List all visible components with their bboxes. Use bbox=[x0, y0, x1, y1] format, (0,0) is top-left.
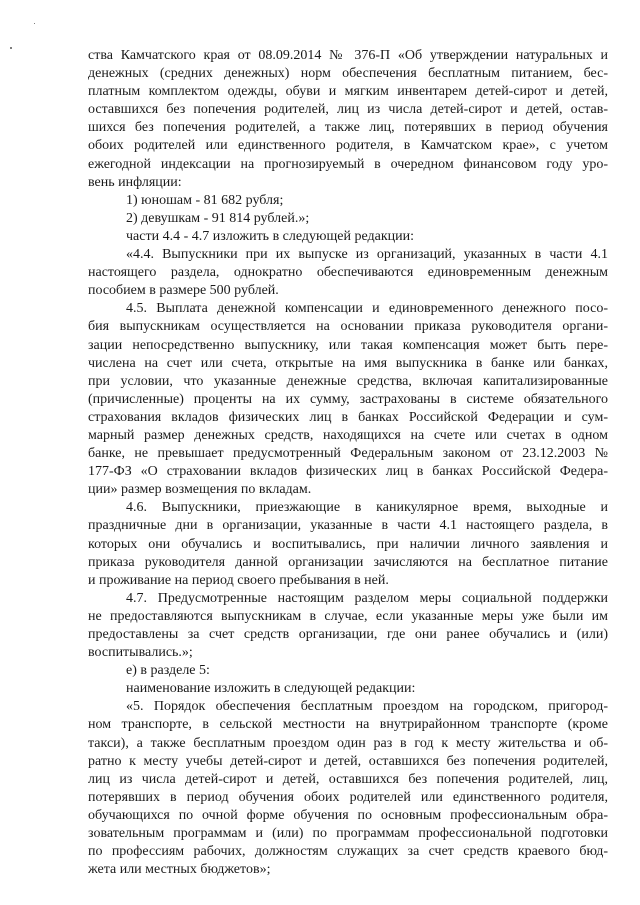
text-line: 177-ФЗ «О страховании вкладов физических лиц в банках Российской Федера- bbox=[88, 464, 608, 480]
paragraph-start: 4.7. Предусмотренные настоящим разделом меры социальной поддержки bbox=[126, 590, 608, 606]
text-line: вень инфляции: bbox=[88, 174, 182, 190]
text-line: не предоставляются выпускникам в случае, если указанные меры уже были им bbox=[88, 608, 608, 624]
text-line: банке, не превышает предусмотренный Федеральным законом от 23.12.2003 № bbox=[88, 446, 608, 462]
list-item: 2) девушкам - 91 814 рублей.»; bbox=[126, 210, 310, 226]
text-line: предоставлены за счет средств организации, где они ранее обучались и (или) bbox=[88, 627, 608, 642]
paragraph-start: 4.5. Выплата денежной компенсации и единовременного денежного посо- bbox=[126, 301, 608, 317]
text-line: такси), а также бесплатным проездом один раз в год к месту жительства и об- bbox=[88, 735, 608, 751]
text-line: платным комплектом одежды, обуви и мягким инвентарем детей-сирот и детей, bbox=[88, 84, 608, 100]
text-line: шихся без попечения родителей, а также лиц, потерявших в период обучения bbox=[88, 120, 608, 136]
text-line: потерявших в период обучения обоих родителей или единственного родителя, bbox=[88, 789, 608, 805]
paragraph-start: «5. Порядок обеспечения бесплатным проездом на городском, пригород- bbox=[126, 699, 608, 715]
text-line: приказа руководителя данной организации зачисляются на бесплатное питание bbox=[88, 554, 608, 570]
text-line: части 4.4 - 4.7 изложить в следующей редакции: bbox=[126, 228, 415, 244]
text-line: оставшихся без попечения родителей, лиц из числа детей-сирот и детей, остав- bbox=[88, 102, 608, 118]
text-line: пособием в размере 500 рублей. bbox=[88, 283, 279, 299]
text-line: обучающихся по очной форме обучения по основным профессиональным обра- bbox=[88, 807, 608, 823]
scan-speck bbox=[10, 47, 12, 49]
text-line: марный размер денежных средств, находящихся на счете или счетах в одном bbox=[88, 427, 608, 443]
text-line: которых они обучались и воспитывались, при наличии личного заявления и bbox=[88, 536, 608, 552]
text-line: денежных (средних денежных) норм обеспечения бесплатным питанием, бес- bbox=[88, 66, 608, 82]
text-line: по профессиям рабочих, должностям служащих за счет средств краевого бюд- bbox=[88, 844, 608, 860]
paragraph-start: «4.4. Выпускники при их выпуске из организаций, указанных в части 4.1 bbox=[126, 247, 608, 263]
text-line: жета или местных бюджетов»; bbox=[88, 862, 271, 878]
text-line: ции» размер возмещения по вкладам. bbox=[88, 482, 312, 498]
text-line: числена на счет или счета, открытые на имя выпускника в банке или банках, bbox=[88, 355, 608, 371]
text-line: лиц из числа детей-сирот и детей, оставшихся без попечения родителей, лиц, bbox=[88, 771, 608, 787]
scan-speck bbox=[34, 23, 35, 24]
list-item: 1) юношам - 81 682 рубля; bbox=[126, 192, 284, 208]
text-line: ном транспорте, в сельской местности на внутрирайонном транспорте (кроме bbox=[88, 717, 608, 733]
text-line: праздничные дни в организации, указанные в части 4.1 настоящего раздела, в bbox=[88, 518, 608, 534]
text-line: ства Камчатского края от 08.09.2014 № 376-П «Об утверждении натуральных и bbox=[88, 48, 608, 63]
text-line: е) в разделе 5: bbox=[126, 663, 210, 679]
text-line: бия выпускникам осуществляется на основании приказа руководителя органи- bbox=[88, 319, 608, 335]
paragraph-start: 4.6. Выпускники, приезжающие в каникулярное время, выходные и bbox=[126, 500, 608, 516]
text-line: (причисленные) проценты на их сумму, застрахованы в системе обязательного bbox=[88, 391, 608, 407]
document-body bbox=[88, 47, 608, 879]
text-line: воспитывались.»; bbox=[88, 645, 193, 661]
text-line: обоих родителей или единственного родителя, в Камчатском крае», с учетом bbox=[88, 138, 608, 154]
text-line: зации непосредственно выпускнику, или такая компенсация может быть пере- bbox=[88, 337, 608, 353]
text-line: страхования вкладов физических лиц в банках Российской Федерации и сум- bbox=[88, 409, 608, 425]
text-line: зовательным программам и (или) по программам профессиональной подготовки bbox=[88, 826, 608, 842]
text-line: и проживание на период своего пребывания в ней. bbox=[88, 572, 389, 588]
text-line: наименование изложить в следующей редакции: bbox=[126, 681, 416, 697]
text-line: при условии, что указанные денежные средства, включая капитализированные bbox=[88, 373, 608, 389]
text-line: ратно к месту учебы детей-сирот и детей, оставшихся без попечения родителей, bbox=[88, 753, 608, 769]
text-line: ежегодной индексации на прогнозируемый в очередном финансовом году уро- bbox=[88, 156, 608, 172]
text-line: настоящего раздела, однократно обеспечиваются единовременным денежным bbox=[88, 265, 608, 281]
